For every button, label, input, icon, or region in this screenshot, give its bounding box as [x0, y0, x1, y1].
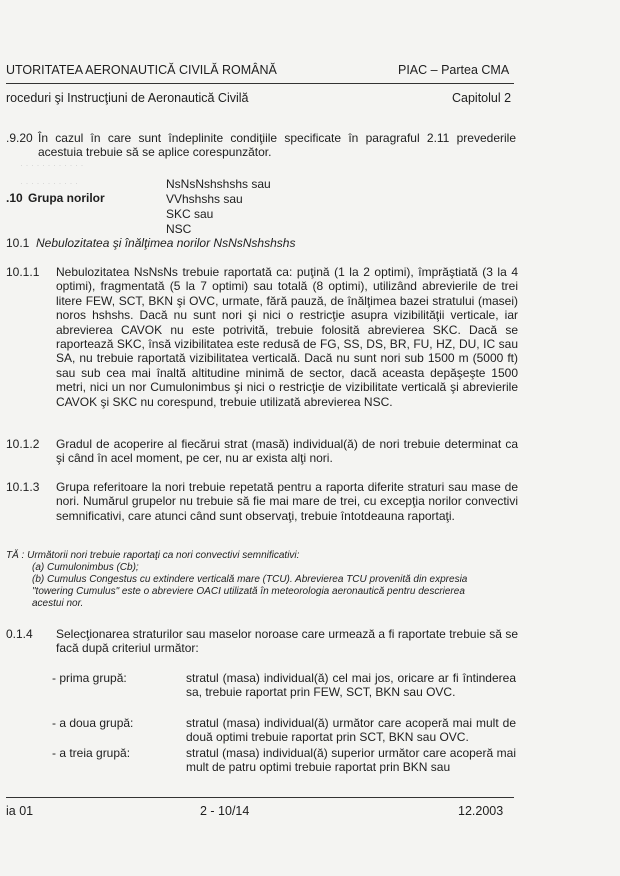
- note-line: "towering Cumulus" este o abreviere OACI utilizată în meteorologia aeronautică pentru descrierea: [32, 586, 465, 597]
- header-sub: roceduri şi Instrucţiuni de Aeronautică Civilă: [6, 91, 249, 105]
- note-line: TĂ : Următorii nori trebuie raportaţi ca nori convectivi semnificativi:: [6, 550, 300, 561]
- cloud-code: SKC sau: [166, 207, 214, 221]
- header-chapter: Capitolul 2: [452, 91, 512, 105]
- section-title: Nebulozitatea şi înălţimea norilor NsNsNshshshs: [36, 236, 296, 250]
- section-number: 10.1: [6, 236, 30, 250]
- group-text: stratul (masa) individual(ă) superior următor care acoperă mai mult de patru optimi trebuie raportat prin BKN sau: [186, 746, 516, 775]
- group-label: - a treia grupă:: [52, 746, 131, 760]
- group-text: stratul (masa) individual(ă) cel mai jos, oricare ar fi întinderea sa, trebuie raportat prin FEW, SCT, BKN sau OVC.: [186, 671, 516, 700]
- paragraph-number: 0.1.4: [6, 627, 33, 641]
- group-text: stratul (masa) individual(ă) următor care acoperă mai mult de două optimi trebuie raportat prin SCT, BKN sau OVC.: [186, 716, 516, 745]
- paragraph-number: 10.1.2: [6, 437, 40, 451]
- cloud-code: VVhshshs sau: [166, 192, 243, 206]
- paragraph-1013: Grupa referitoare la nori trebuie repetată pentru a raporta diferite straturi sau mase de nori. Numărul grupelor nu trebuie să fie mai mare de trei, cu excepţia norilor convectivi semnificativi, care atunci când sunt observaţi, trebuie întotdeauna raportaţi.: [56, 480, 518, 523]
- paragraph-1014: Selecţionarea straturilor sau maselor noroase care urmează a fi raportate trebuie să se facă după criteriul următor:: [56, 627, 518, 656]
- header-org: UTORITATEA AERONAUTICĂ CIVILĂ ROMÂNĂ: [6, 63, 277, 77]
- paragraph-1011: Nebulozitatea NsNsNs trebuie raportată ca: puţină (1 la 2 optimi), împrăştiată (3 la 4 optimi), fragmentată (5 la 7 optimi) sau totală (8 optimi), utilizând abrevierile de trei litere FEW, SCT, BKN şi OVC, urmate, fără pauză, de înălţimea bazei stratului (masei) noros hshshs. Dacă nu sunt nori şi nici o restricţie asupra vizibilităţii verticale, iar abrevierea CAVOK nu este potrivită, trebuie folosită abrevierea SKC. Dacă se raportează SKC, însă vizibilitatea este redusă de FG, SS, DS, BR, FU, HZ, DU, IC sau SA, nu trebuie raportată vizibilitatea verticală. Dacă nu sunt nori sub 1500 m (5000 ft) sau sub cea mai înaltă altitudine minimă de sector, dacă aceasta depăşeşte 1500 metri, nici un nor Cumulonimbus şi nici o restricţie de vizibilitate verticală şi abrevierile CAVOK şi SKC nu corespund, trebuie utilizată abrevierea NSC.: [56, 265, 518, 409]
- paragraph-number: 10.1.1: [6, 265, 40, 279]
- footer-date: 12.2003: [458, 804, 504, 818]
- group-label: - prima grupă:: [52, 671, 127, 685]
- header-rule: [6, 83, 514, 84]
- group-label: - a doua grupă:: [52, 716, 134, 730]
- note-line: (a) Cumulonimbus (Cb);: [32, 562, 139, 573]
- footer-rule: [6, 797, 514, 798]
- cloud-code: NsNsNshshshs sau: [166, 177, 271, 191]
- note-line: acestui nor.: [32, 598, 84, 609]
- paragraph-1012: Gradul de acoperire al fiecărui strat (masă) individual(ă) de nori trebuie determinat ca şi când în acel moment, pe cer, nu ar exista alţi nori.: [56, 437, 518, 466]
- paragraph-number: 10.1.3: [6, 480, 40, 494]
- bleed-through-text: · · · · · · · · · · · ·: [20, 160, 84, 170]
- section-number: .10: [6, 191, 23, 205]
- bleed-through-text: · · · · · · · · · · ·: [20, 178, 78, 188]
- note-line: (b) Cumulus Congestus cu extindere verticală mare (TCU). Abrevierea TCU provenită din expresia: [32, 574, 468, 585]
- section-920-text: În cazul în care sunt îndeplinite condiţiile specificate în paragraful 2.11 prevederile acestuia trebuie să se aplice corespunzător.: [38, 131, 516, 160]
- section-number: .9.20: [6, 131, 33, 145]
- footer-left: ia 01: [6, 804, 34, 818]
- footer-page: 2 - 10/14: [200, 804, 250, 818]
- cloud-code: NSC: [166, 222, 192, 236]
- header-doc: PIAC – Partea CMA: [398, 63, 510, 77]
- section-title: Grupa norilor: [28, 191, 105, 205]
- note-block: [6, 550, 526, 610]
